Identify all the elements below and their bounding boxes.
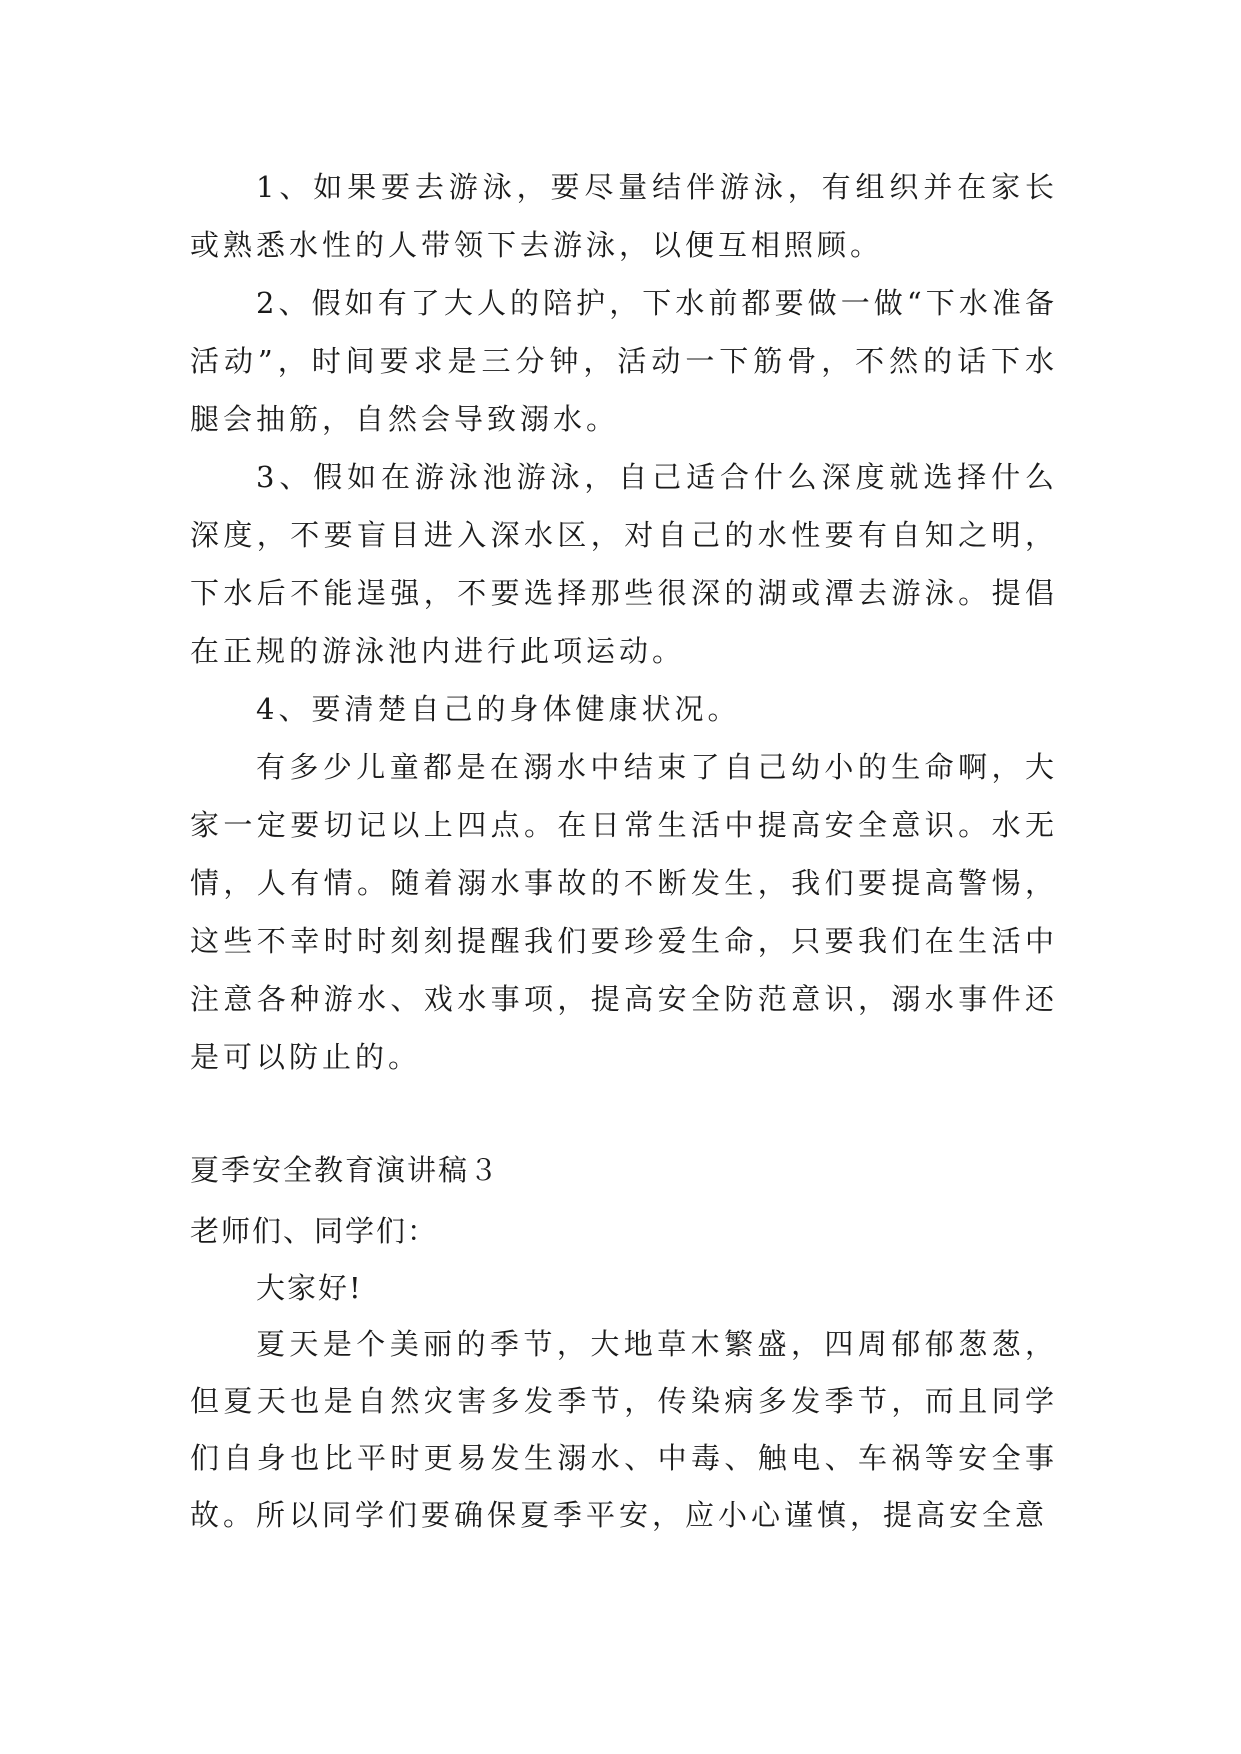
paragraph-warm-up: 2、假如有了大人的陪护，下水前都要做一做“下水准备活动”，时间要求是三分钟，活动一下筋骨，不然的话下水腿会抽筋，自然会导致溺水。 <box>190 286 1058 436</box>
greeting: 大家好! <box>256 1271 363 1305</box>
paragraph-pool-depth: 3、假如在游泳池游泳，自己适合什么深度就选择什么深度，不要盲目进入深水区，对自己的水性要有自知之明，下水后不能逞强，不要选择那些很深的湖或潭去游泳。提倡在正规的游泳池内进行此项运动。 <box>190 460 1058 668</box>
paragraph-swim-together: 1、如果要去游泳，要尽量结伴游泳，有组织并在家长或熟悉水性的人带领下去游泳，以便互相照顾。 <box>190 170 1058 262</box>
body-text <box>190 158 1058 1086</box>
paragraph-health: 4、要清楚自己的身体健康状况。 <box>256 692 741 726</box>
speech-paragraph: 夏天是个美丽的季节，大地草木繁盛，四周郁郁葱葱，但夏天也是自然灾害多发季节，传染病多发季节，而且同学们自身也比平时更易发生溺水、中毒、触电、车祸等安全事故。所以同学们要确保夏季平安，应小心谨慎，提高安全意 <box>190 1327 1058 1532</box>
section-title: 夏季安全教育演讲稿３ <box>190 1153 501 1187</box>
speech-body <box>190 1208 1058 1544</box>
paragraph-conclusion: 有多少儿童都是在溺水中结束了自己幼小的生命啊，大家一定要切记以上四点。在日常生活中提高安全意识。水无情，人有情。随着溺水事故的不断发生，我们要提高警惕，这些不幸时时刻刻提醒我们要珍爱生命，只要我们在生活中注意各种游水、戏水事项，提高安全防范意识，溺水事件还是可以防止的。 <box>190 750 1058 1074</box>
salutation: 老师们、同学们： <box>190 1214 439 1248</box>
